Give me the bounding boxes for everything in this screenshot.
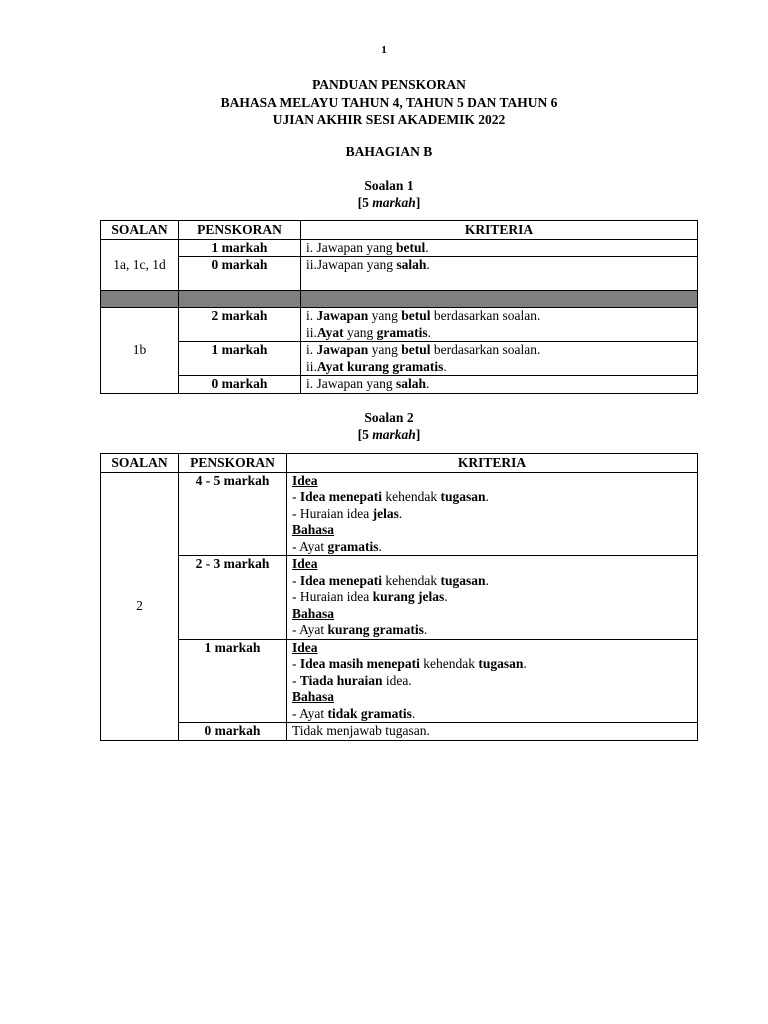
bahasa-label: Bahasa (292, 605, 335, 621)
criteria-cell (301, 342, 698, 376)
criteria-text: . (523, 656, 527, 671)
document-header (0, 76, 768, 129)
table-row (101, 239, 698, 257)
criteria-text: kehendak (419, 656, 479, 671)
column-header-penskoran: PENSKORAN (179, 221, 301, 240)
criteria-cell (287, 472, 698, 556)
criteria-text: . (485, 572, 489, 588)
criteria-bold: Ayat kurang gramatis (316, 358, 444, 374)
criteria-text: . (426, 257, 430, 272)
criteria-bold: betul (401, 308, 431, 323)
criteria-text: yang (343, 324, 377, 340)
criteria-text: - Huraian idea (292, 589, 373, 604)
criteria-bold: salah (395, 376, 426, 391)
idea-label: Idea (292, 556, 318, 571)
criteria-text: . (378, 538, 382, 554)
criteria-text: yang (368, 342, 402, 357)
column-header-soalan: SOALAN (101, 454, 179, 473)
separator-row (101, 291, 698, 308)
score-cell: 0 markah (179, 376, 301, 394)
marks-suffix: ] (415, 427, 421, 442)
criteria-bold: tugasan (440, 572, 486, 588)
criteria-text: i. Jawapan yang (306, 376, 396, 391)
header-line-1: PANDUAN PENSKORAN (312, 77, 466, 92)
criteria-bold: Jawapan (316, 342, 369, 357)
criteria-text: - Ayat (292, 622, 328, 637)
criteria-text: berdasarkan soalan. (430, 308, 541, 323)
soalan-2-marks (0, 426, 768, 443)
criteria-line (292, 506, 692, 523)
criteria-text: idea. (382, 672, 412, 688)
criteria-bold: Ayat (316, 324, 344, 340)
criteria-text: - (292, 672, 300, 688)
score-cell: 1 markah (179, 639, 287, 723)
table-row (101, 723, 698, 741)
criteria-cell: Tidak menjawab tugasan. (287, 723, 698, 741)
table-header-row (101, 221, 698, 240)
question-cell: 1a, 1c, 1d (101, 239, 179, 291)
section-title: BAHAGIAN B (345, 144, 433, 159)
criteria-bold: kurang jelas (372, 589, 445, 604)
table-header-row (101, 454, 698, 473)
score-cell: 2 - 3 markah (179, 556, 287, 640)
criteria-text: . (444, 589, 448, 604)
criteria-line (292, 573, 692, 590)
table-row (101, 639, 698, 723)
criteria-bold: betul (401, 342, 431, 357)
score-cell: 1 markah (179, 239, 301, 257)
criteria-text: . (485, 489, 489, 504)
table-row (101, 556, 698, 640)
criteria-text: kehendak (382, 572, 441, 588)
soalan-2-heading (0, 409, 768, 443)
criteria-line (292, 673, 692, 690)
criteria-text: . (426, 376, 430, 391)
marks-word: markah (372, 427, 416, 442)
criteria-text: . (423, 622, 428, 637)
table-row (101, 257, 698, 291)
soalan-1-title: Soalan 1 (364, 178, 414, 193)
bahasa-label: Bahasa (292, 522, 335, 537)
criteria-text: . (427, 324, 432, 340)
separator-cell (179, 291, 301, 308)
criteria-text: - Ayat (292, 538, 328, 554)
criteria-bold: salah (396, 257, 427, 272)
table-row (101, 376, 698, 394)
header-line-2: BAHASA MELAYU TAHUN 4, TAHUN 5 DAN TAHUN 6 (220, 94, 558, 110)
criteria-bold: gramatis (376, 324, 428, 340)
criteria-text: berdasarkan soalan. (430, 342, 541, 357)
criteria-bold: Jawapan (316, 308, 369, 323)
criteria-text: - (292, 489, 300, 504)
soalan-2-title: Soalan 2 (364, 410, 414, 425)
idea-label: Idea (292, 472, 318, 488)
criteria-cell (287, 556, 698, 640)
table-row (101, 342, 698, 376)
soalan-1-marks (0, 194, 768, 211)
criteria-text: - (292, 656, 300, 671)
criteria-bold: gramatis (327, 538, 379, 554)
criteria-bold: Idea menepati (299, 572, 382, 588)
criteria-text: kehendak (382, 489, 441, 504)
criteria-cell (301, 257, 698, 291)
bahasa-label: Bahasa (292, 689, 335, 704)
criteria-cell (301, 376, 698, 394)
criteria-text: i. (306, 308, 317, 323)
criteria-line (292, 656, 692, 673)
criteria-text: ii. (306, 324, 317, 340)
separator-cell (301, 291, 698, 308)
table-row (101, 308, 698, 342)
criteria-text: i. (306, 342, 317, 357)
question-cell: 2 (101, 472, 179, 740)
criteria-cell (301, 239, 698, 257)
criteria-text: . (443, 358, 447, 374)
criteria-bold: tidak gramatis (327, 705, 412, 721)
idea-label: Idea (292, 639, 318, 655)
criteria-bold: betul (395, 239, 426, 255)
header-line-3: UJIAN AKHIR SESI AKADEMIK 2022 (272, 112, 506, 127)
score-cell: 4 - 5 markah (179, 472, 287, 556)
criteria-cell (301, 308, 698, 342)
criteria-bold: kurang gramatis (327, 622, 424, 637)
separator-cell (101, 291, 179, 308)
table-row (101, 472, 698, 556)
criteria-line (292, 589, 692, 606)
column-header-soalan: SOALAN (101, 221, 179, 240)
score-cell: 1 markah (179, 342, 301, 376)
criteria-bold: Idea menepati (299, 489, 382, 504)
marks-word: markah (372, 195, 416, 210)
criteria-text: . (411, 705, 416, 721)
marks-prefix: [5 (357, 195, 373, 210)
question-cell: 1b (101, 308, 179, 394)
criteria-text: yang (368, 308, 402, 323)
criteria-bold: tugasan (440, 489, 486, 504)
criteria-text: ii. (306, 358, 317, 374)
criteria-text: . (398, 505, 403, 521)
criteria-text: - Huraian idea (292, 505, 373, 521)
criteria-text: - Ayat (292, 705, 328, 721)
criteria-line (292, 706, 692, 723)
soalan-1-heading (0, 177, 768, 211)
score-cell: 0 markah (179, 723, 287, 741)
criteria-line (292, 622, 692, 639)
column-header-penskoran: PENSKORAN (179, 454, 287, 473)
criteria-cell (287, 639, 698, 723)
criteria-text: . (425, 239, 429, 255)
soalan-1-table (100, 220, 698, 394)
page-number: 1 (381, 44, 387, 56)
criteria-line (306, 359, 692, 376)
criteria-bold: Idea masih menepati (299, 656, 420, 671)
score-cell: 2 markah (179, 308, 301, 342)
score-cell: 0 markah (179, 257, 301, 291)
criteria-line (292, 489, 692, 506)
column-header-kriteria: KRITERIA (301, 221, 698, 240)
marks-prefix: [5 (357, 427, 373, 442)
marks-suffix: ] (415, 195, 421, 210)
criteria-bold: jelas (372, 505, 399, 521)
soalan-2-table (100, 453, 698, 741)
criteria-line (292, 539, 692, 556)
criteria-text: i. Jawapan yang (306, 239, 396, 255)
criteria-bold: tugasan (478, 656, 524, 671)
criteria-text: - (292, 572, 300, 588)
criteria-line (306, 342, 692, 359)
criteria-bold: Tiada huraian (299, 672, 383, 688)
criteria-line (306, 308, 692, 325)
criteria-line (306, 325, 692, 342)
column-header-kriteria: KRITERIA (287, 454, 698, 473)
criteria-text: ii.Jawapan yang (306, 257, 397, 272)
